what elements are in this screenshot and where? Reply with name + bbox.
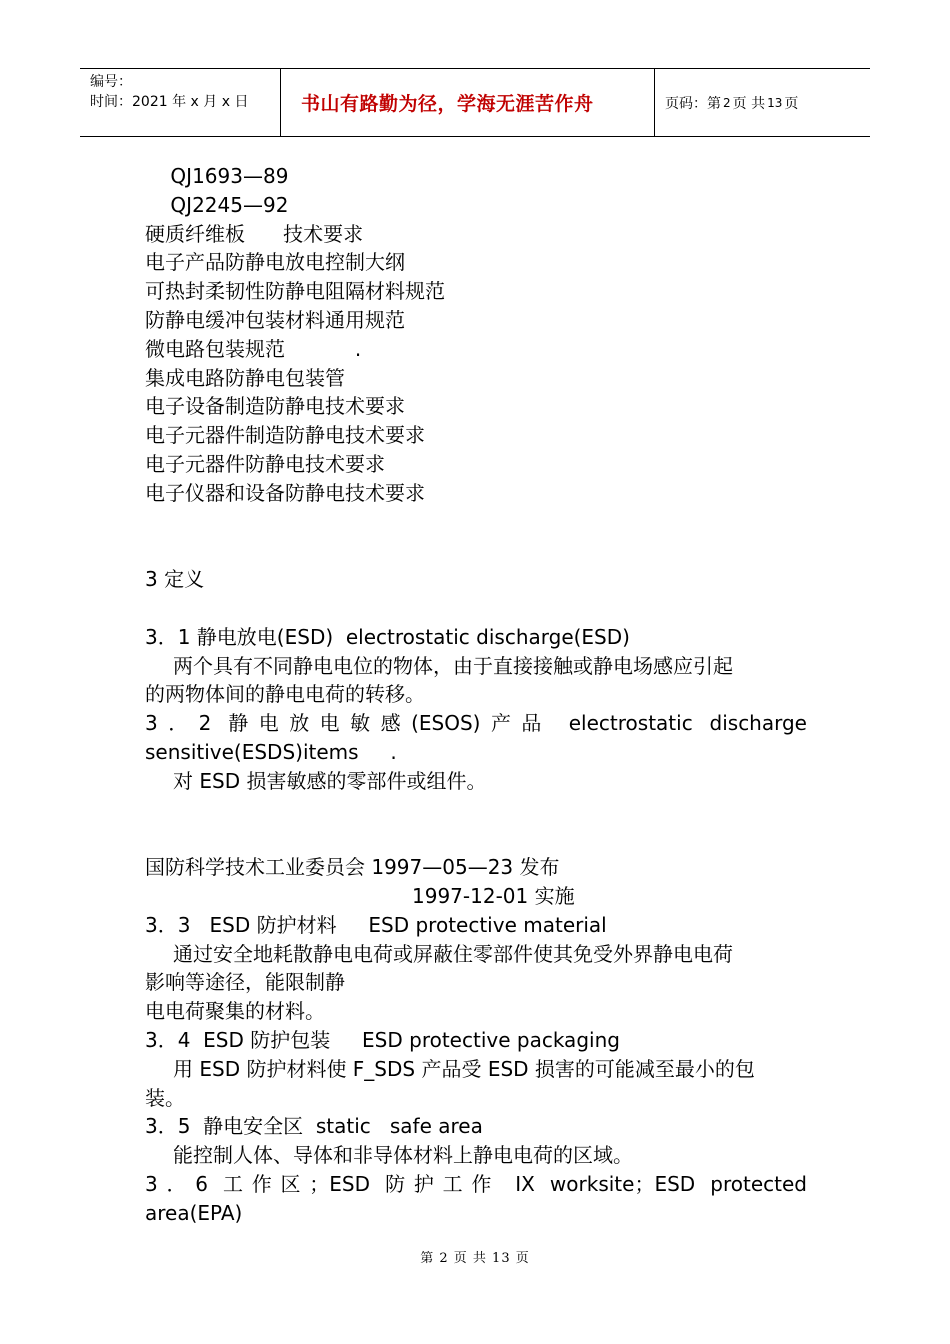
definition-heading: 3．3 ESD 防护材料 ESD protective material <box>145 912 607 937</box>
definition-text: 的两物体间的静电电荷的转移。 <box>145 682 425 707</box>
implement-note: 1997-12-01 实施 <box>145 883 575 908</box>
time-label: 时间：2021 年 x 月 x 日 <box>90 94 249 110</box>
page-header <box>80 68 870 137</box>
definition-heading: 3．6 工作区；ESD 防护工作 IX worksite；ESD protected <box>145 1171 807 1196</box>
standard-title: 集成电路防静电包装管 <box>145 365 345 390</box>
definition-heading: sensitive(ESDS)items . <box>145 739 397 764</box>
standard-code: QJ1693—89 <box>145 164 289 188</box>
page-current: 2 <box>723 95 731 110</box>
standard-title: 电子设备制造防静电技术要求 <box>145 394 405 419</box>
standard-title: 可热封柔韧性防静电阻隔材料规范 <box>145 279 445 304</box>
definition-text: 对 ESD 损害敏感的零部件或组件。 <box>173 768 487 793</box>
page-total: 13 <box>767 95 783 110</box>
standard-title: 电子元器件防静电技术要求 <box>145 451 385 476</box>
standard-title: 微电路包装规范 . <box>145 336 362 361</box>
definition-text: 用 ESD 防护材料使 F_SDS 产品受 ESD 损害的可能减至最小的包 <box>173 1056 755 1081</box>
standard-code: QJ2245—92 <box>145 192 289 217</box>
definition-text: 影响等途径，能限制静 <box>145 970 345 995</box>
page-label-c: 页 <box>784 95 799 112</box>
definition-heading: 3．1 静电放电(ESD) electrostatic discharge(ESD) <box>145 624 630 649</box>
page-label-a: 页码：第 <box>665 95 721 112</box>
header-page-info <box>655 69 870 136</box>
header-motto: 书山有路勤为径，学海无涯苦作舟 <box>281 69 655 136</box>
definition-text: 两个具有不同静电电位的物体，由于直接接触或静电场感应引起 <box>173 653 733 678</box>
definition-heading: 3．4 ESD 防护包装 ESD protective packaging <box>145 1027 620 1052</box>
header-meta <box>80 69 281 136</box>
definition-text: 电电荷聚集的材料。 <box>145 999 325 1024</box>
standard-title: 电子元器件制造防静电技术要求 <box>145 423 425 448</box>
publish-note: 国防科学技术工业委员会 1997—05—23 发布 <box>145 855 560 880</box>
definition-heading: 3．2 静电放电敏感(ESOS)产品 electrostatic discharge <box>145 711 807 736</box>
section-heading: 3 定义 <box>145 567 205 592</box>
definition-text: 通过安全地耗散静电电荷或屏蔽住零部件使其免受外界静电电荷 <box>173 941 733 966</box>
page-footer: 第 2 页 共 13 页 <box>420 1251 530 1266</box>
standard-title: 硬质纤维板 技术要求 <box>145 221 364 246</box>
definition-heading: 3．5 静电安全区 static safe area <box>145 1114 483 1139</box>
standard-title: 电子仪器和设备防静电技术要求 <box>145 480 425 505</box>
standard-title: 电子产品防静电放电控制大纲 <box>145 250 405 275</box>
number-label: 编号： <box>90 74 132 90</box>
definition-heading: area(EPA) <box>145 1200 243 1225</box>
document-body <box>145 162 807 1227</box>
definition-text: 能控制人体、导体和非导体材料上静电电荷的区域。 <box>173 1143 633 1168</box>
page-label-b: 页 共 <box>732 95 766 112</box>
standard-title: 防静电缓冲包装材料通用规范 <box>145 307 405 332</box>
definition-text: 装。 <box>145 1085 185 1110</box>
